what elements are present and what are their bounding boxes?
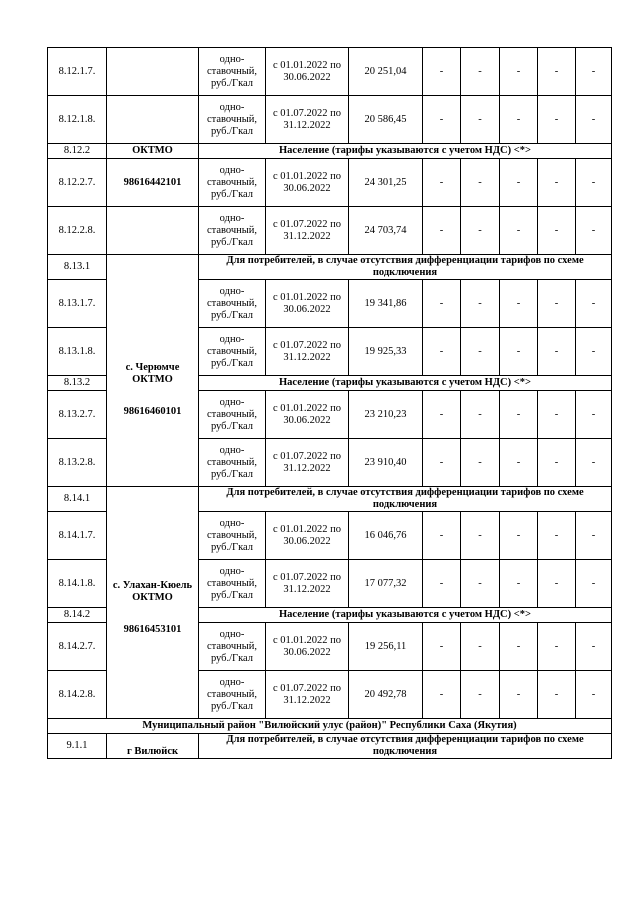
oktmo-label: ОКТМО	[132, 592, 173, 603]
tariff-value: 24 301,25	[349, 159, 423, 207]
rate-type: одно-ставочный, руб./Гкал	[199, 439, 266, 487]
row-code: 8.13.1.8.	[48, 328, 107, 376]
row-code: 8.13.2	[48, 376, 107, 391]
row-code: 8.12.1.7.	[48, 48, 107, 96]
empty-value-dash: -	[500, 48, 538, 96]
empty-value-dash: -	[500, 207, 538, 255]
empty-value-dash: -	[423, 280, 461, 328]
row-code: 8.14.2	[48, 608, 107, 623]
empty-value-dash: -	[500, 512, 538, 560]
oktmo-code: 98616453101	[123, 624, 182, 635]
tariff-period: с 01.07.2022 по 31.12.2022	[266, 671, 349, 719]
table-header-row	[48, 734, 612, 759]
empty-value-dash: -	[538, 671, 576, 719]
empty-value-dash: -	[576, 623, 612, 671]
tariff-value: 16 046,76	[349, 512, 423, 560]
empty-value-dash: -	[538, 48, 576, 96]
settlement-name: г Вилюйск	[107, 734, 199, 759]
tariff-value: 23 210,23	[349, 391, 423, 439]
tariff-value: 20 492,78	[349, 671, 423, 719]
settlement-block	[109, 255, 196, 418]
empty-value-dash: -	[538, 207, 576, 255]
tariff-period: с 01.01.2022 по 30.06.2022	[266, 623, 349, 671]
rate-type: одно-ставочный, руб./Гкал	[199, 207, 266, 255]
empty-value-dash: -	[461, 391, 500, 439]
empty-value-dash: -	[500, 159, 538, 207]
empty-value-dash: -	[461, 560, 500, 608]
empty-value-dash: -	[500, 328, 538, 376]
table-header-row	[48, 255, 612, 280]
table-header-row	[48, 719, 612, 734]
municipal-district-header: Муниципальный район "Вилюйский улус (район)" Республики Саха (Якутия)	[48, 719, 612, 734]
settlement-block	[109, 487, 196, 636]
empty-value-dash: -	[423, 623, 461, 671]
empty-value-dash: -	[461, 439, 500, 487]
consumers-header: Для потребителей, в случае отсутствия дифференциации тарифов по схеме подключения	[199, 487, 612, 512]
empty-value-dash: -	[500, 623, 538, 671]
population-header: Население (тарифы указываются с учетом НДС) <*>	[199, 144, 612, 159]
tariff-table-body	[48, 48, 612, 759]
tariff-period: с 01.07.2022 по 31.12.2022	[266, 207, 349, 255]
settlement-name: с. Черюмче	[125, 362, 180, 373]
rate-type: одно-ставочный, руб./Гкал	[199, 671, 266, 719]
tariff-period: с 01.07.2022 по 31.12.2022	[266, 328, 349, 376]
row-code: 8.12.2.7.	[48, 159, 107, 207]
tariff-table	[47, 47, 612, 759]
row-code: 8.14.2.8.	[48, 671, 107, 719]
population-header: Население (тарифы указываются с учетом НДС) <*>	[199, 376, 612, 391]
empty-value-dash: -	[500, 671, 538, 719]
empty-value-dash: -	[500, 391, 538, 439]
tariff-value: 24 703,74	[349, 207, 423, 255]
consumers-header: Для потребителей, в случае отсутствия дифференциации тарифов по схеме подключения	[199, 734, 612, 759]
tariff-value: 19 256,11	[349, 623, 423, 671]
empty-value-dash: -	[538, 159, 576, 207]
table-row	[48, 207, 612, 255]
tariff-value: 20 586,45	[349, 96, 423, 144]
row-code: 8.13.2.8.	[48, 439, 107, 487]
empty-value-dash: -	[576, 280, 612, 328]
row-code: 8.12.2.8.	[48, 207, 107, 255]
tariff-value: 23 910,40	[349, 439, 423, 487]
empty-value-dash: -	[576, 671, 612, 719]
empty-value-dash: -	[461, 207, 500, 255]
rate-type: одно-ставочный, руб./Гкал	[199, 391, 266, 439]
empty-value-dash: -	[423, 159, 461, 207]
tariff-value: 17 077,32	[349, 560, 423, 608]
empty-value-dash: -	[461, 623, 500, 671]
empty-value-dash: -	[538, 560, 576, 608]
empty-value-dash: -	[423, 207, 461, 255]
consumers-header: Для потребителей, в случае отсутствия дифференциации тарифов по схеме подключения	[199, 255, 612, 280]
tariff-value: 19 925,33	[349, 328, 423, 376]
empty-value-dash: -	[500, 280, 538, 328]
tariff-period: с 01.01.2022 по 30.06.2022	[266, 159, 349, 207]
tariff-period: с 01.07.2022 по 31.12.2022	[266, 96, 349, 144]
row-code: 8.12.1.8.	[48, 96, 107, 144]
empty-value-dash: -	[576, 391, 612, 439]
empty-value-dash: -	[423, 48, 461, 96]
oktmo-code: 98616442101	[107, 159, 199, 207]
empty-value-dash: -	[423, 328, 461, 376]
tariff-value: 20 251,04	[349, 48, 423, 96]
tariff-value: 19 341,86	[349, 280, 423, 328]
empty-value-dash: -	[538, 623, 576, 671]
table-header-row	[48, 144, 612, 159]
settlement-name: с. Улахан-Кюель	[112, 580, 193, 591]
settlement-cell	[107, 255, 199, 487]
row-code: 8.12.2	[48, 144, 107, 159]
empty-value-dash: -	[461, 96, 500, 144]
empty-value-dash: -	[461, 280, 500, 328]
oktmo-label: ОКТМО	[132, 374, 173, 385]
population-header: Население (тарифы указываются с учетом НДС) <*>	[199, 608, 612, 623]
oktmo-code: 98616460101	[123, 406, 182, 417]
rate-type: одно-ставочный, руб./Гкал	[199, 560, 266, 608]
empty-value-dash: -	[500, 439, 538, 487]
settlement-cell	[107, 487, 199, 719]
empty-value-dash: -	[500, 560, 538, 608]
empty-value-dash: -	[423, 671, 461, 719]
empty-value-dash: -	[538, 328, 576, 376]
row-code: 8.13.2.7.	[48, 391, 107, 439]
table-row	[48, 159, 612, 207]
rate-type: одно-ставочный, руб./Гкал	[199, 48, 266, 96]
table-row	[48, 96, 612, 144]
empty-value-dash: -	[576, 328, 612, 376]
rate-type: одно-ставочный, руб./Гкал	[199, 159, 266, 207]
tariff-period: с 01.07.2022 по 31.12.2022	[266, 560, 349, 608]
empty-value-dash: -	[423, 96, 461, 144]
empty-value-dash: -	[461, 159, 500, 207]
empty-value-dash: -	[576, 96, 612, 144]
empty-value-dash: -	[423, 560, 461, 608]
empty-value-dash: -	[461, 671, 500, 719]
rate-type: одно-ставочный, руб./Гкал	[199, 280, 266, 328]
empty-value-dash: -	[538, 280, 576, 328]
place-cell	[107, 207, 199, 255]
empty-value-dash: -	[423, 512, 461, 560]
empty-value-dash: -	[500, 96, 538, 144]
row-code: 8.14.1	[48, 487, 107, 512]
table-row	[48, 48, 612, 96]
empty-value-dash: -	[538, 439, 576, 487]
empty-value-dash: -	[576, 207, 612, 255]
empty-value-dash: -	[461, 48, 500, 96]
empty-value-dash: -	[461, 328, 500, 376]
empty-value-dash: -	[423, 439, 461, 487]
row-code: 8.14.1.7.	[48, 512, 107, 560]
empty-value-dash: -	[576, 439, 612, 487]
row-code: 8.13.1.7.	[48, 280, 107, 328]
empty-value-dash: -	[461, 512, 500, 560]
tariff-period: с 01.01.2022 по 30.06.2022	[266, 280, 349, 328]
row-code: 8.14.1.8.	[48, 560, 107, 608]
tariff-period: с 01.01.2022 по 30.06.2022	[266, 48, 349, 96]
empty-value-dash: -	[538, 391, 576, 439]
rate-type: одно-ставочный, руб./Гкал	[199, 96, 266, 144]
rate-type: одно-ставочный, руб./Гкал	[199, 512, 266, 560]
place-cell	[107, 96, 199, 144]
empty-value-dash: -	[423, 391, 461, 439]
place-cell	[107, 48, 199, 96]
tariff-period: с 01.01.2022 по 30.06.2022	[266, 512, 349, 560]
empty-value-dash: -	[576, 512, 612, 560]
empty-value-dash: -	[538, 96, 576, 144]
oktmo-label: ОКТМО	[107, 144, 199, 159]
empty-value-dash: -	[576, 48, 612, 96]
row-code: 8.13.1	[48, 255, 107, 280]
rate-type: одно-ставочный, руб./Гкал	[199, 623, 266, 671]
table-header-row	[48, 487, 612, 512]
empty-value-dash: -	[576, 159, 612, 207]
row-code: 9.1.1	[48, 734, 107, 759]
empty-value-dash: -	[576, 560, 612, 608]
tariff-period: с 01.01.2022 по 30.06.2022	[266, 391, 349, 439]
row-code: 8.14.2.7.	[48, 623, 107, 671]
empty-value-dash: -	[538, 512, 576, 560]
rate-type: одно-ставочный, руб./Гкал	[199, 328, 266, 376]
tariff-period: с 01.07.2022 по 31.12.2022	[266, 439, 349, 487]
